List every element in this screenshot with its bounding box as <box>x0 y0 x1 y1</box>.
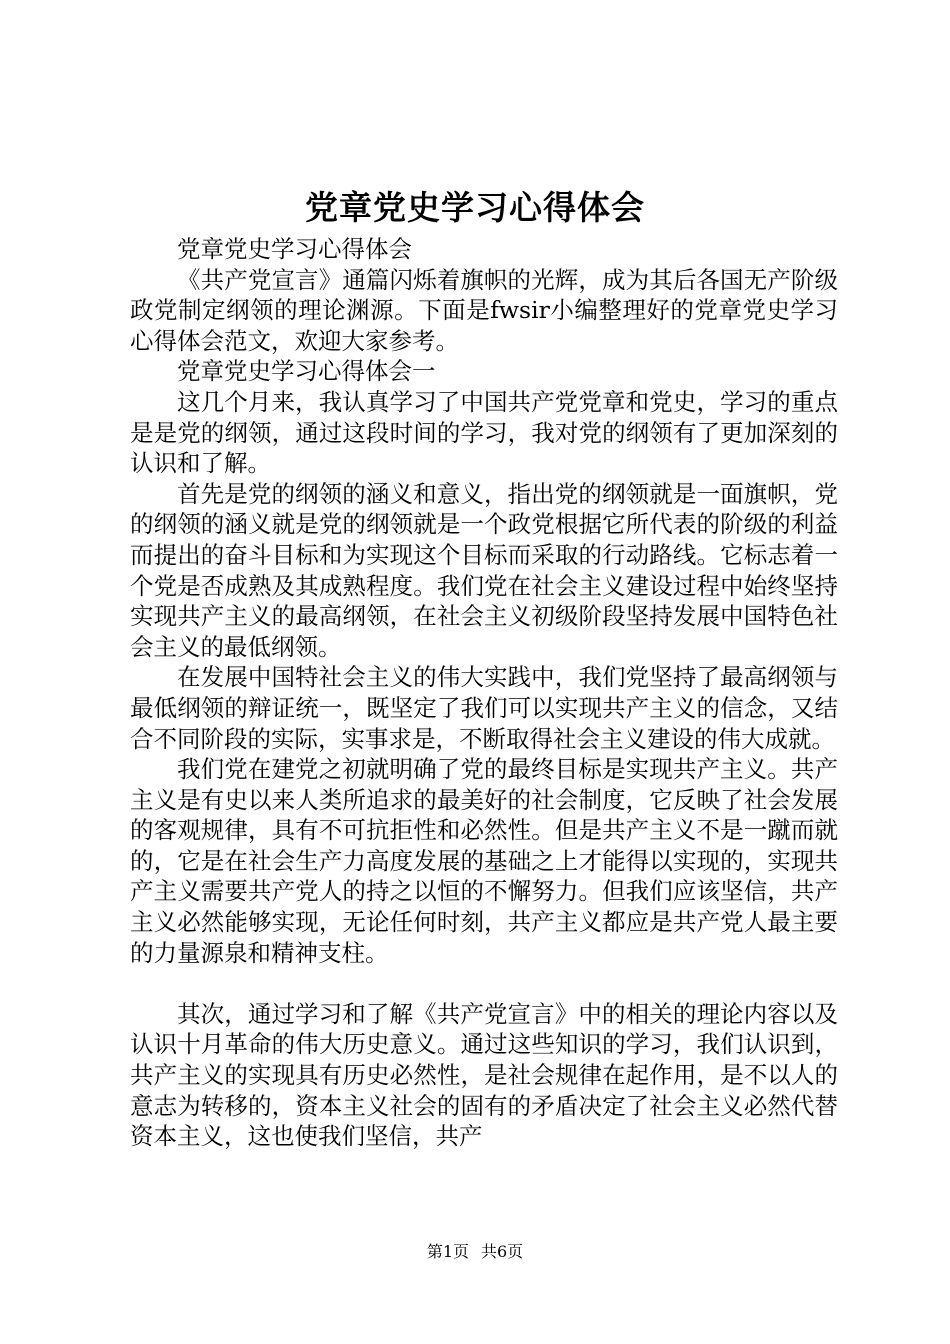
paragraph: 这几个月来，我认真学习了中国共产党党章和党史，学习的重点是是党的纲领，通过这段时间的学习，我对党的纲领有了更加深刻的认识和了解。 <box>130 387 838 478</box>
page-title: 党章党史学习心得体会 <box>305 188 645 227</box>
paragraph: 在发展中国特社会主义的伟大实践中，我们党坚持了最高纲领与最低纲领的辩证统一，既坚定了我们可以实现共产主义的信念，又结合不同阶段的实际，实事求是，不断取得社会主义建设的伟大成就。 <box>130 663 838 753</box>
page-footer <box>0 1241 950 1263</box>
page-number: 第1页 <box>426 1242 469 1261</box>
paragraph-heading-one: 党章党史学习心得体会一 <box>177 357 436 386</box>
paragraph: 我们党在建党之初就明确了党的最终目标是实现共产主义。共产主义是有史以来人类所追求的最美好的社会制度，它反映了社会发展的客观规律，具有不可抗拒性和必然性。但是共产主义不是一蹴而就的，它是在社会生产力高度发展的基础之上才能得以实现的，实现共产主义需要共产党人的持之以恒的不懈努力。但我们应该坚信，共产主义必然能够实现，无论任何时刻，共产主义都应是共产党人最主要的力量源泉和精神支柱。 <box>130 755 838 967</box>
page-total: 共6页 <box>481 1242 524 1261</box>
paragraph-intro: 《共产党宣言》通篇闪烁着旗帜的光辉，成为其后各国无产阶级政党制定纲领的理论渊源。下面是fwsir小编整理好的党章党史学习心得体会范文，欢迎大家参考。 <box>130 265 838 355</box>
paragraph: 首先是党的纲领的涵义和意义，指出党的纲领就是一面旗帜，党的纲领的涵义就是党的纲领就是一个政党根据它所代表的阶级的利益而提出的奋斗目标和为实现这个目标而采取的行动路线。它标志着一个党是否成熟及其成熟程度。我们党在社会主义建设过程中始终坚持实现共产主义的最高纲领，在社会主义初级阶段坚持发展中国特色社会主义的最低纲领。 <box>130 479 838 661</box>
paragraph-subtitle: 党章党史学习心得体会 <box>177 235 412 263</box>
document-body <box>130 234 838 1152</box>
paragraph: 其次，通过学习和了解《共产党宣言》中的相关的理论内容以及认识十月革命的伟大历史意义。通过这些知识的学习，我们认识到，共产主义的实现具有历史必然性，是社会规律在起作用，是不以人的意志为转移的，资本主义社会的固有的矛盾决定了社会主义必然代替资本主义，这也使我们坚信，共产 <box>130 999 838 1151</box>
